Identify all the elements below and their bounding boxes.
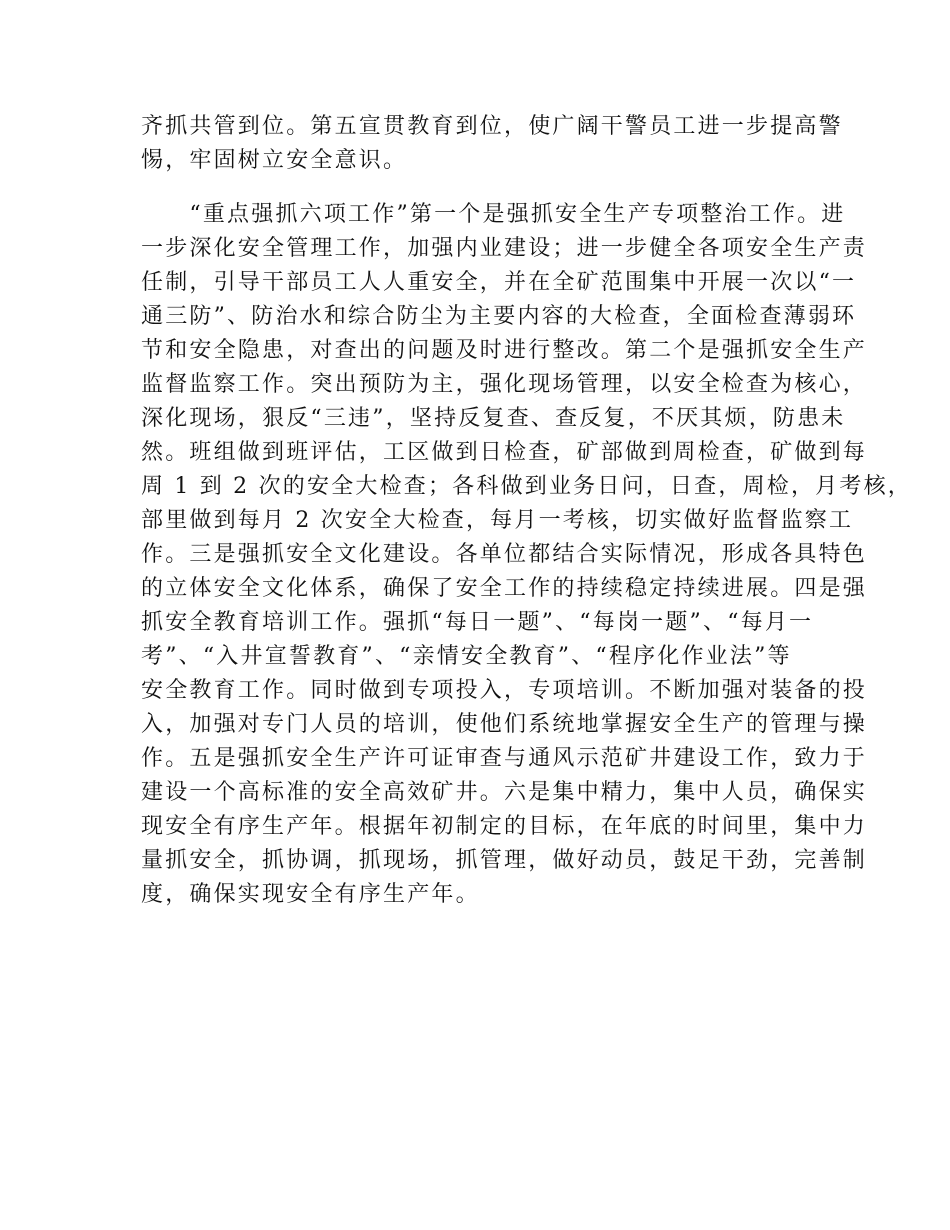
text-line: 作。三是强抓安全文化建设。各单位都结合实际情况，形成各具特色 <box>141 542 868 567</box>
text-line: 通三防”、防治水和综合防尘为主要内容的大检查，全面检查薄弱环 <box>141 304 857 329</box>
text-line: 节和安全隐患，对查出的问题及时进行整改。第二个是强抓安全生产 <box>141 338 868 363</box>
text-line: 监督监察工作。突出预防为主，强化现场管理，以安全检查为核心， <box>141 372 868 397</box>
text-line: 一步深化安全管理工作，加强内业建设；进一步健全各项安全生产责 <box>141 236 868 261</box>
text-line: 现安全有序生产年。根据年初制定的目标，在年底的时间里，集中力 <box>141 814 868 839</box>
text-line: 齐抓共管到位。第五宣贯教育到位，使广阔干警员工进一步提高警 <box>141 114 843 139</box>
paragraph-2 <box>141 198 912 912</box>
text-line: 抓安全教育培训工作。强抓“每日一题”、“每岗一题”、“每月一 <box>141 610 814 635</box>
text-line: 安全教育工作。同时做到专项投入，专项培训。不断加强对装备的投 <box>141 678 868 703</box>
text-line: 入，加强对专门人员的培训，使他们系统地掌握安全生产的管理与操 <box>141 712 868 737</box>
text-line: 部里做到每月 2 次安全大检查，每月一考核，切实做好监督监察工 <box>141 508 854 533</box>
text-line: 任制，引导干部员工人人重安全，并在全矿范围集中开展一次以“一 <box>141 270 857 295</box>
text-line: 建设一个高标准的安全高效矿井。六是集中精力，集中人员，确保实 <box>141 780 868 805</box>
text-line: 度，确保实现安全有序生产年。 <box>141 882 480 907</box>
text-line: 深化现场，狠反“三违”，坚持反复查、查反复，不厌其烦，防患未 <box>141 406 846 431</box>
text-line: “重点强抓六项工作”第一个是强抓安全生产专项整治工作。进 <box>141 202 846 227</box>
text-line: 周 1 到 2 次的安全大检查；各科做到业务日问，日查，周检，月考核， <box>141 474 912 499</box>
paragraph-1 <box>141 110 843 178</box>
text-line: 考”、“入井宣誓教育”、“亲情安全教育”、“程序化作业法”等 <box>141 644 792 669</box>
text-line: 惕，牢固树立安全意识。 <box>141 148 408 173</box>
text-line: 的立体安全文化体系，确保了安全工作的持续稳定持续进展。四是强 <box>141 576 868 601</box>
text-line: 量抓安全，抓协调，抓现场，抓管理，做好动员，鼓足干劲，完善制 <box>141 848 868 873</box>
text-line: 作。五是强抓安全生产许可证审查与通风示范矿井建设工作，致力于 <box>141 746 868 771</box>
text-line: 然。班组做到班评估，工区做到日检查，矿部做到周检查，矿做到每 <box>141 440 868 465</box>
